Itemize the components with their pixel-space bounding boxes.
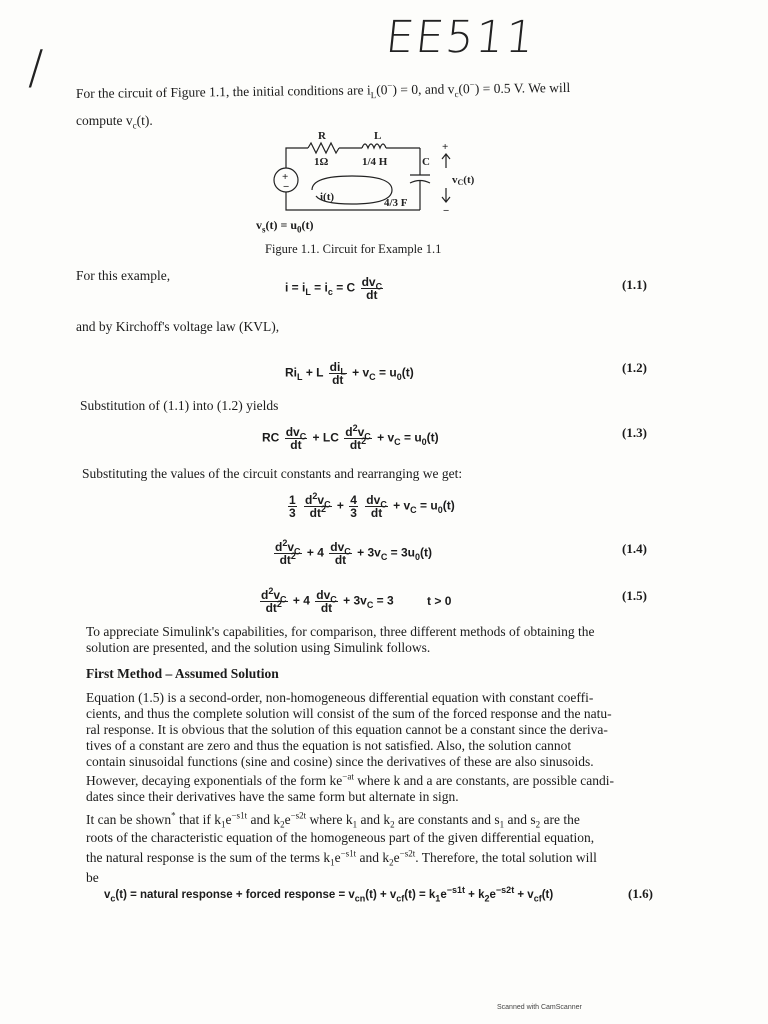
sub: C: [369, 372, 376, 383]
text: d: [305, 493, 313, 507]
text: + v: [352, 365, 370, 380]
text: (t) = k: [404, 889, 436, 901]
sub: C: [380, 552, 388, 563]
text: dt: [279, 553, 291, 567]
fraction: [344, 423, 372, 452]
text: + 4: [292, 593, 310, 608]
sub: c: [327, 287, 333, 298]
sub: 1: [435, 893, 441, 904]
equation-1-1: [285, 276, 385, 301]
para-appreciate-1: To appreciate Simulink's capabilities, for comparison, three different methods of obtaining the: [86, 624, 595, 639]
text: (0: [458, 81, 470, 97]
text: dv: [361, 275, 376, 289]
sup: −s1t: [340, 848, 357, 859]
capacitor-label: C: [422, 156, 430, 168]
sub: s: [262, 224, 266, 235]
scanner-watermark: Scanned with CamScanner: [497, 1004, 582, 1011]
text: dt: [290, 438, 302, 452]
sub: L: [340, 366, 346, 377]
sub: L: [305, 287, 311, 298]
sub: 1: [330, 857, 335, 868]
capacitor-value: 4/3 F: [384, 197, 408, 209]
sup: 2: [268, 586, 274, 596]
text: = 3u: [387, 545, 415, 560]
resistor-label: R: [318, 130, 326, 142]
equation-1-5: [258, 586, 452, 615]
sub: 1: [499, 819, 505, 830]
text: and s: [504, 812, 536, 827]
text: + 3v: [357, 545, 381, 560]
text: e: [334, 850, 341, 865]
handwritten-page-mark: /: [28, 40, 46, 94]
sub: C: [380, 499, 387, 510]
text: + 4: [306, 545, 324, 560]
text: dt: [309, 506, 321, 520]
para-substitution: Substitution of (1.1) into (1.2) yields: [80, 398, 279, 413]
sup: 2: [290, 551, 296, 561]
sub: cf: [533, 893, 542, 904]
sup: 2: [361, 436, 367, 446]
sub: C: [366, 600, 374, 611]
text: = i: [310, 280, 328, 295]
text: . Therefore, the total solution will: [415, 850, 597, 865]
sub: C: [375, 281, 383, 292]
equation-number-1-2: (1.2): [622, 360, 647, 375]
text: = C: [332, 280, 356, 295]
resistor-value: 1Ω: [314, 156, 329, 168]
sup: −s1t: [446, 885, 465, 896]
sup: *: [171, 810, 176, 821]
text: dt: [349, 438, 362, 452]
text: e: [489, 889, 496, 901]
para-however-1: [86, 773, 614, 789]
fraction: [260, 586, 288, 615]
equation-number-1-3: (1.3): [622, 425, 647, 440]
text: + v: [514, 889, 534, 901]
sub: 2: [484, 893, 490, 904]
text: dt: [320, 601, 333, 615]
resistor-symbol: [308, 143, 339, 153]
text: are the: [540, 812, 580, 827]
sub: 0: [297, 224, 302, 235]
text: (t): [401, 365, 414, 380]
inductor-value: 1/4 H: [362, 156, 388, 168]
text: d: [261, 588, 269, 602]
sup: −s2t: [290, 810, 307, 821]
inductor-label: L: [374, 130, 382, 142]
equation-1-4: [272, 538, 433, 567]
sub: 2: [389, 857, 394, 868]
vc-minus: −: [443, 205, 450, 217]
text: e: [440, 889, 447, 901]
sub: C: [299, 431, 307, 442]
para-equation-4: tives of a constant are zero and thus the equation is not satisfied. Also, the solution cannot: [86, 738, 572, 753]
sup: −at: [342, 771, 354, 782]
sub: c: [110, 893, 116, 904]
source-plus: +: [282, 171, 289, 183]
text: ) = 0.5 V. We will: [474, 79, 571, 97]
sub: C: [410, 505, 417, 516]
para-example: For this example,: [76, 268, 171, 283]
text: (t): [301, 218, 314, 232]
equation-1-6: [104, 885, 554, 904]
sub: C: [324, 499, 331, 510]
fraction: [285, 426, 308, 451]
text: that if k: [175, 812, 221, 827]
para-kvl: and by Kirchoff's voltage law (KVL),: [76, 319, 280, 334]
intro-line-1: [76, 80, 570, 102]
text: the natural response is the sum of the terms k: [86, 850, 331, 865]
para-equation-5: contain sinusoidal functions (sine and cosine) since the derivatives of these are also sinusoids.: [86, 754, 594, 769]
para-shown-4: be: [86, 870, 99, 885]
text: + v: [377, 430, 395, 445]
sup: 2: [276, 599, 282, 609]
text: v: [287, 540, 295, 554]
section-heading: First Method – Assumed Solution: [86, 666, 279, 681]
equation-1-3: [262, 423, 439, 452]
sub: cn: [354, 893, 366, 904]
sup: −: [387, 80, 393, 91]
text: and k: [247, 812, 281, 827]
text: compute v: [76, 113, 133, 128]
para-shown-3: [86, 850, 597, 866]
text: dv: [316, 588, 331, 602]
sub: C: [330, 594, 337, 605]
text: + LC: [312, 430, 339, 445]
text: (t) + v: [365, 889, 397, 901]
sup: −: [469, 79, 475, 90]
sub: 0: [437, 505, 443, 516]
text: and k: [356, 850, 390, 865]
sub: 2: [390, 819, 395, 830]
sub: 1: [220, 819, 226, 830]
text: (t): [426, 430, 439, 445]
text: (t).: [136, 113, 153, 128]
text: e: [393, 850, 400, 865]
sup: 2: [312, 491, 318, 501]
text: t > 0: [427, 593, 452, 608]
text: dt: [265, 601, 277, 615]
source-label: [256, 218, 314, 233]
text: dt: [334, 553, 347, 567]
sup: 2: [282, 538, 288, 548]
text: (t): [420, 545, 433, 560]
text: where k and a are constants, are possible candi-: [353, 773, 614, 788]
text: +: [336, 498, 348, 513]
text: (t) = natural response + forced response = v: [115, 889, 355, 901]
text: (t): [442, 498, 455, 513]
text: d: [345, 425, 353, 439]
para-shown-1: [86, 812, 580, 828]
fraction: [315, 589, 338, 614]
text: v: [256, 218, 262, 232]
sup: −s2t: [399, 848, 416, 859]
text: (0: [376, 82, 388, 98]
sub: C: [344, 546, 351, 557]
text: dv: [285, 425, 300, 439]
para-appreciate-2: solution are presented, and the solution using Simulink follows.: [86, 640, 431, 655]
text: e: [225, 812, 232, 827]
sup: −s2t: [495, 885, 515, 896]
text: i = i: [285, 280, 306, 295]
sub: C: [294, 546, 301, 557]
text: = u: [400, 430, 422, 445]
text: v: [273, 588, 281, 602]
equation-1-2: [285, 361, 414, 386]
sub: cf: [396, 893, 405, 904]
text: are constants and s: [394, 812, 500, 827]
text: = 3: [373, 593, 394, 608]
text: 3: [350, 506, 357, 520]
text: + k: [464, 889, 485, 901]
text: + v: [393, 498, 411, 513]
circuit-diagram: [250, 128, 480, 228]
text: ) = 0, and v: [392, 81, 455, 98]
source-minus: −: [283, 181, 290, 193]
text: = u: [416, 498, 438, 513]
sub: 2: [535, 819, 541, 830]
sup: −s1t: [231, 810, 248, 821]
intro-text: For the circuit of Figure 1.1, the initial conditions are i: [75, 82, 371, 101]
para-shown-2: roots of the characteristic equation of the homogeneous part of the given differential equation,: [86, 830, 595, 845]
text: + 3v: [343, 593, 367, 608]
para-equation-3: ral response. It is obvious that the solution of this equation cannot be a constant since the deriva-: [86, 722, 608, 737]
sub: C: [394, 437, 401, 448]
sup: 2: [320, 504, 326, 514]
wire-top: [286, 148, 308, 168]
text: where k: [306, 812, 353, 827]
fraction: [361, 276, 384, 301]
text: RC: [262, 430, 280, 445]
figure-caption: Figure 1.1. Circuit for Example 1.1: [265, 242, 442, 256]
fraction: [274, 538, 302, 567]
text: dv: [330, 540, 345, 554]
sup: 2: [352, 423, 358, 433]
sub: C: [364, 431, 371, 442]
sub: 0: [421, 437, 427, 448]
text: 3: [289, 506, 296, 520]
sub: c: [132, 120, 137, 131]
text: Ri: [285, 365, 297, 380]
text: (t): [541, 889, 554, 901]
sub: L: [370, 90, 377, 101]
text: (t) = u: [265, 218, 298, 232]
fraction: $\frac{4}{3}$: [350, 493, 357, 520]
equation-number-1-4: (1.4): [622, 541, 647, 556]
fraction: [329, 541, 352, 566]
fraction: $\frac{1}{3}$: [289, 493, 296, 520]
equation-number-1-1: (1.1): [622, 277, 647, 292]
sub: 1: [352, 819, 358, 830]
para-however-2: dates since their derivatives have the same form but alternate in sign.: [86, 789, 459, 804]
sub: c: [454, 89, 459, 100]
current-label: i(t): [320, 191, 335, 203]
equation-intermediate: [286, 491, 455, 520]
sub: C: [280, 594, 287, 605]
text: v: [317, 493, 325, 507]
intro-line-2: [76, 113, 153, 129]
sub: L: [297, 372, 303, 383]
para-values: Substituting the values of the circuit constants and rearranging we get:: [82, 466, 463, 481]
para-equation-1: Equation (1.5) is a second-order, non-homogeneous differential equation with constant coeffi-: [86, 690, 594, 705]
text: However, decaying exponentials of the form ke: [86, 773, 343, 788]
sub: 2: [280, 819, 285, 830]
sub: 0: [396, 372, 402, 383]
vc-plus: +: [442, 141, 449, 153]
text: dt: [366, 288, 378, 302]
text: d: [275, 540, 283, 554]
text: and k: [357, 812, 391, 827]
text: It can be shown: [86, 812, 172, 827]
text: dv: [366, 493, 381, 507]
equation-number-1-5: (1.5): [622, 588, 647, 603]
text: di: [329, 360, 341, 374]
text: v: [104, 889, 111, 901]
text: = u: [375, 365, 397, 380]
handwritten-course-code: EE511: [383, 12, 539, 63]
fraction: [365, 494, 388, 519]
sub: 0: [415, 552, 421, 563]
text: dt: [332, 373, 344, 387]
text: + L: [302, 365, 324, 380]
fraction: [329, 361, 347, 386]
text: dt: [370, 506, 383, 520]
fraction: [304, 491, 332, 520]
para-equation-2: cients, and thus the complete solution will consist of the sum of the forced response and the natu-: [86, 706, 612, 721]
inductor-symbol: [362, 144, 386, 148]
text: e: [284, 812, 291, 827]
equation-number-1-6: (1.6): [628, 886, 653, 901]
text: v: [357, 425, 365, 439]
vc-label: vC(t): [452, 174, 475, 187]
